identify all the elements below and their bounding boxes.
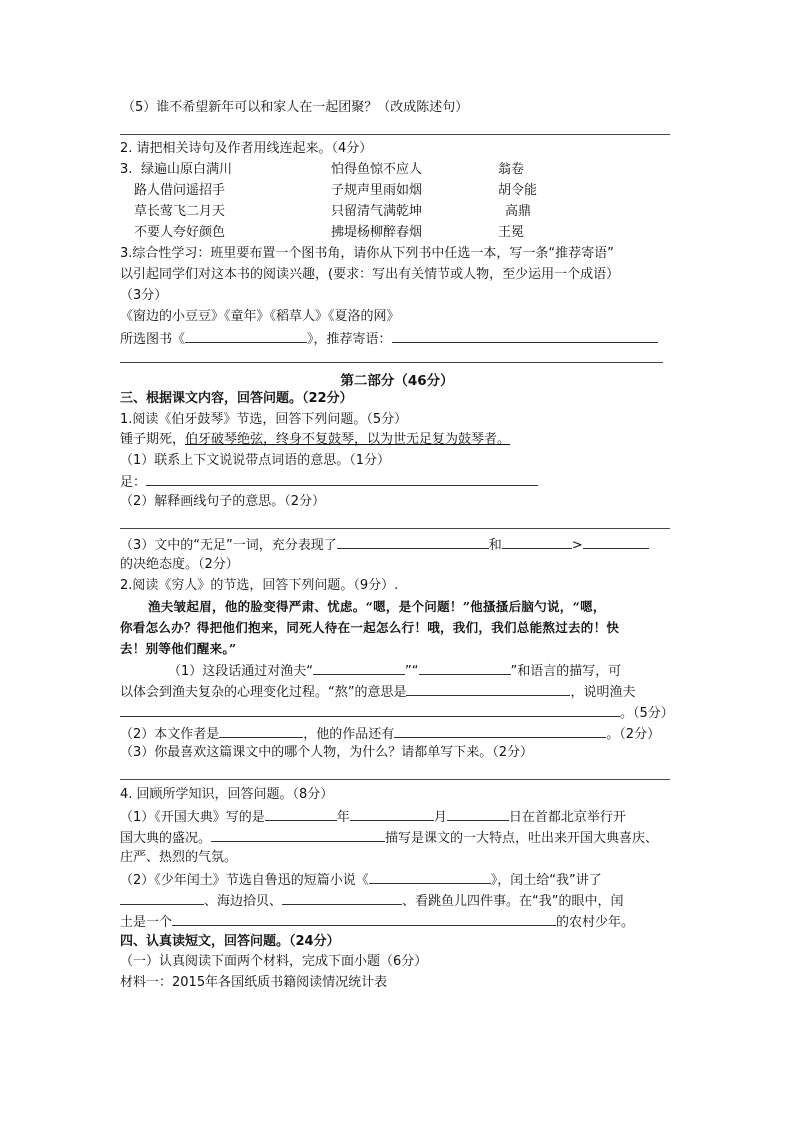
q4-2-a: （2）《少年闰土》节选自鲁迅的短篇小说《 [120,873,369,888]
question-1-3-c: > [571,538,583,553]
question-4-1-row1 [120,807,626,827]
question-2-1-row3 [120,703,674,723]
material-1-title: 材料一：2015年各国纸质书籍阅读情况统计表 [120,975,388,990]
classical-text-underlined: 伯牙破琴绝弦，终身不复鼓琴，以为世无足复为鼓琴者。 [185,432,511,447]
q2-1-d: 以体会到渔夫复杂的心理变化过程。“熬”的意思是 [120,685,407,700]
author-3[interactable]: 高鼎 [505,204,532,219]
q2-2-b: ，他的作品还有 [303,727,395,742]
q4-1-e: 国大典的盛况。 [120,831,212,846]
question-4-2-row2 [120,891,624,911]
blank-author[interactable] [219,724,303,738]
passage-line-2: 你看怎么办？得把他们抱来，同死人待在一起怎么行！哦，我们，我们总能熬过去的！快 [120,620,620,635]
question-3-line2: 以引起同学们对这本书的阅读兴趣，(要求：写出有关情节或人物，至少运用一个成语） [120,267,620,282]
q2-2-a: （2）本文作者是 [120,727,220,742]
blank-novel[interactable] [369,870,491,884]
chosen-book-prefix: 所选图书《 [120,332,186,347]
question-5: （5）谁不希望新年可以和家人在一起团聚？（改成陈述句） [122,100,469,115]
blank-story-2[interactable] [282,891,402,905]
q4-2-e: 土是一个 [120,915,173,930]
zu-label: 足： [120,475,147,490]
question-1-3-b: 和 [488,538,502,553]
q4-2-f: 的农村少年。 [556,915,635,930]
book-list: 《窗边的小豆豆》《童年》《稻草人》《夏洛的网》 [120,309,400,324]
q4-1-c: 月 [433,810,447,825]
author-4[interactable]: 王冕 [498,225,525,240]
q2-1-a: （1）这段话通过对渔夫“ [168,664,314,679]
answer-line[interactable] [120,362,663,363]
classical-text [120,431,510,449]
answer-line[interactable] [120,134,670,135]
poem-left-4[interactable]: 不要人夸好颜色 [134,225,226,240]
q2-1-f: 。（5分） [620,706,674,721]
q4-2-d: 、看跳鱼儿四件事。在“我”的眼中，闰 [402,894,624,909]
author-2[interactable]: 胡令能 [498,183,538,198]
blank-ao-meaning[interactable] [406,682,570,696]
question-3-line1: 3.综合性学习：班里要布置一个图书角，请你从下列书中任选一本，写一条“推荐寄语” [120,246,614,261]
recommend-blank[interactable] [392,329,658,343]
blank-works[interactable] [394,724,606,738]
question-2-3: （3）你最喜欢这篇课文中的哪个人物，为什么？请都单写下来。（2分） [120,745,534,760]
zu-blank[interactable] [146,472,538,486]
q2-2-c: 。（2分） [606,727,661,742]
passage-line-1: 渔夫皱起眉，他的脸变得严肃、忧虑。“嗯，是个问题！”他搔搔后脑勺说，“嗯， [148,599,606,614]
poem-left-1[interactable]: 绿遍山原白满川 [141,162,233,177]
answer-line[interactable] [120,528,670,529]
blank-1[interactable] [337,535,489,549]
blank-2[interactable] [502,535,572,549]
question-1-1: （1）联系上下文说说带点词语的意思。（1分） [120,453,391,468]
chosen-book-row [120,329,658,349]
question-2-1-row1 [168,661,621,681]
q2-1-e: ，说明渔夫 [570,685,636,700]
question-2-2-row [120,724,660,744]
blank-action[interactable] [313,661,405,675]
question-2-1-row2 [120,682,636,702]
blank-year[interactable] [265,807,337,821]
blank-expression[interactable] [419,661,511,675]
blank-fisherman[interactable] [120,703,620,717]
poem-mid-1[interactable]: 怕得鱼惊不应人 [331,162,423,177]
question-4-1-row3: 庄严、热烈的气氛。 [120,850,238,865]
q4-2-c: 、海边拾贝、 [204,894,283,909]
question-1-3-end: 的决绝态度。（2分） [120,557,239,572]
section-4-subtitle: （一）认真阅读下面两个材料，完成下面小题（6分） [120,954,428,969]
blank-runtu[interactable] [172,912,556,926]
question-1-2: （2）解释画线句子的意思。（2分） [120,494,326,509]
q2-1-b: ”“ [405,664,419,679]
question-1-3-a: （3）文中的“无足”一词，充分表现了 [120,538,337,553]
blank-story-1[interactable] [120,891,204,905]
question-1-1-answer-row [120,472,538,492]
q4-2-b: 》，闰土给“我”讲了 [490,873,602,888]
q4-1-d: 日在首都北京举行开 [508,810,626,825]
blank-day[interactable] [447,807,509,821]
poem-mid-4[interactable]: 拂堤杨柳醉春烟 [331,225,423,240]
poem-mid-3[interactable]: 只留清气满乾坤 [331,204,423,219]
q4-1-a: （1）《开国大典》写的是 [120,810,265,825]
author-1[interactable]: 翁卷 [498,162,525,177]
question-1-title: 1.阅读《伯牙鼓琴》节选，回答下列问题。（5分） [120,412,408,427]
poem-mid-2[interactable]: 子规声里雨如烟 [331,183,423,198]
poem-number: 3. [120,162,133,177]
question-4-1-row2 [120,828,658,848]
question-2-title: 2. 请把相关诗句及作者用线连起来。（4分） [120,141,373,156]
q4-1-b: 年 [336,810,350,825]
blank-3[interactable] [583,535,649,549]
section-4-title: 四、认真读短文，回答问题。（24分） [120,934,340,949]
question-3-score: （3分） [120,288,168,303]
question-4-title: 4. 回顾所学知识，回答问题。（8分） [120,787,334,802]
question-4-2-row1 [120,870,602,890]
q4-1-f: 描写是课文的一大特点，吐出来开国大典喜庆、 [385,831,659,846]
blank-description[interactable] [211,828,385,842]
question-2-poor-title: 2.阅读《穷人》的节选，回答下列问题。（9分）. [120,578,399,593]
chosen-book-blank[interactable] [185,329,307,343]
chosen-book-suffix: 》，推荐寄语： [307,332,392,347]
part-2-heading: 第二部分（46分） [340,373,454,389]
blank-month[interactable] [350,807,434,821]
section-3-title: 三、根据课文内容，回答问题。（22分） [120,391,353,406]
answer-line[interactable] [120,779,670,780]
poem-left-3[interactable]: 草长莺飞二月天 [134,204,226,219]
passage-line-3: 去！别等他们醒来。” [120,641,237,656]
question-1-3-row [120,535,649,555]
q2-1-c: ”和语言的描写，可 [510,664,622,679]
classical-text-plain: 锺子期死， [120,432,186,447]
poem-left-2[interactable]: 路人借问遥招手 [134,183,226,198]
question-4-2-row3 [120,912,634,932]
